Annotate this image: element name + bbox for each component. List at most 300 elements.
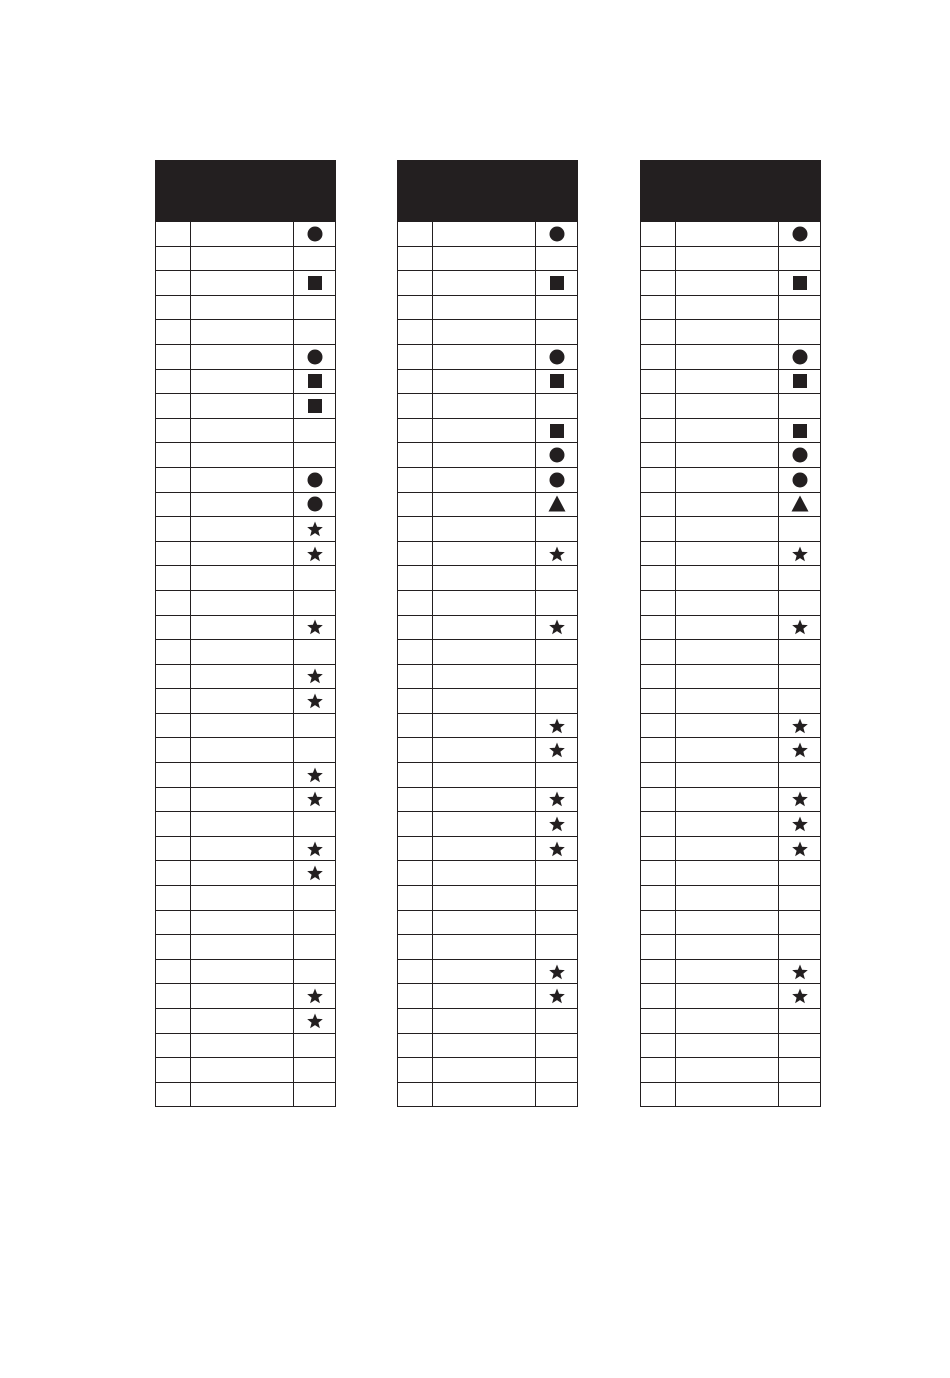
row-number-cell <box>398 664 433 689</box>
row-symbol-cell <box>536 1058 578 1083</box>
row-number-cell <box>398 541 433 566</box>
row-entry-cell <box>676 320 779 345</box>
table-row <box>641 344 821 369</box>
row-entry-cell <box>191 615 294 640</box>
star-icon <box>547 986 567 1006</box>
table-row <box>641 590 821 615</box>
row-entry-cell <box>676 713 779 738</box>
row-symbol-cell <box>536 640 578 665</box>
row-number-cell <box>398 615 433 640</box>
row-number-cell <box>156 861 191 886</box>
row-entry-cell <box>433 861 536 886</box>
table-row <box>156 320 336 345</box>
star-icon <box>305 839 325 859</box>
row-number-cell <box>398 1082 433 1107</box>
table-row <box>156 443 336 468</box>
row-entry-cell <box>676 1082 779 1107</box>
table-row <box>398 689 578 714</box>
row-entry-cell <box>676 418 779 443</box>
row-entry-cell <box>676 246 779 271</box>
table-row <box>641 664 821 689</box>
row-number-cell <box>156 1009 191 1034</box>
row-number-cell <box>156 959 191 984</box>
row-symbol-cell <box>779 861 821 886</box>
square-icon <box>790 371 810 391</box>
row-symbol-cell <box>294 836 336 861</box>
circle-icon <box>547 224 567 244</box>
row-number-cell <box>156 369 191 394</box>
row-number-cell <box>641 763 676 788</box>
table-row <box>398 1082 578 1107</box>
row-entry-cell <box>433 886 536 911</box>
row-symbol-cell <box>779 492 821 517</box>
row-entry-cell <box>191 861 294 886</box>
table-row <box>398 344 578 369</box>
row-number-cell <box>156 713 191 738</box>
row-number-cell <box>398 1058 433 1083</box>
table-row <box>156 295 336 320</box>
table-row <box>398 295 578 320</box>
row-number-cell <box>156 787 191 812</box>
row-number-cell <box>641 369 676 394</box>
table-row <box>641 492 821 517</box>
table-row <box>398 861 578 886</box>
row-entry-cell <box>191 640 294 665</box>
row-entry-cell <box>433 615 536 640</box>
row-symbol-cell <box>294 517 336 542</box>
row-entry-cell <box>191 935 294 960</box>
table-row <box>398 222 578 247</box>
row-number-cell <box>641 222 676 247</box>
row-number-cell <box>641 615 676 640</box>
row-symbol-cell <box>779 1058 821 1083</box>
table-row <box>156 1058 336 1083</box>
square-icon <box>790 421 810 441</box>
table-row <box>398 1058 578 1083</box>
star-icon <box>790 716 810 736</box>
row-symbol-cell <box>536 1009 578 1034</box>
table-header-bar <box>156 161 336 222</box>
row-symbol-cell <box>779 935 821 960</box>
row-entry-cell <box>433 222 536 247</box>
row-number-cell <box>398 394 433 419</box>
star-icon <box>790 814 810 834</box>
row-symbol-cell <box>779 369 821 394</box>
table-row <box>156 517 336 542</box>
table-row <box>156 861 336 886</box>
row-entry-cell <box>433 713 536 738</box>
row-number-cell <box>156 1033 191 1058</box>
row-entry-cell <box>676 836 779 861</box>
row-symbol-cell <box>294 984 336 1009</box>
table-row <box>398 984 578 1009</box>
row-number-cell <box>641 1033 676 1058</box>
row-number-cell <box>398 1033 433 1058</box>
row-entry-cell <box>433 369 536 394</box>
circle-icon <box>305 494 325 514</box>
square-icon <box>547 371 567 391</box>
row-number-cell <box>156 1082 191 1107</box>
circle-icon <box>305 347 325 367</box>
row-number-cell <box>156 394 191 419</box>
row-entry-cell <box>433 984 536 1009</box>
table-row <box>641 246 821 271</box>
row-number-cell <box>641 467 676 492</box>
row-entry-cell <box>433 812 536 837</box>
table-row <box>398 271 578 296</box>
star-icon <box>790 617 810 637</box>
star-icon <box>790 544 810 564</box>
row-number-cell <box>156 492 191 517</box>
table-row <box>398 467 578 492</box>
row-number-cell <box>398 517 433 542</box>
row-entry-cell <box>676 984 779 1009</box>
row-symbol-cell <box>536 369 578 394</box>
table-row <box>641 517 821 542</box>
row-entry-cell <box>191 369 294 394</box>
row-symbol-cell <box>536 886 578 911</box>
checklist-table-2 <box>397 160 578 1107</box>
row-symbol-cell <box>779 664 821 689</box>
row-symbol-cell <box>294 959 336 984</box>
table-row <box>641 394 821 419</box>
table-row <box>156 836 336 861</box>
table-row <box>398 910 578 935</box>
row-number-cell <box>398 443 433 468</box>
row-number-cell <box>641 689 676 714</box>
row-number-cell <box>398 222 433 247</box>
row-symbol-cell <box>536 566 578 591</box>
row-symbol-cell <box>536 1033 578 1058</box>
row-symbol-cell <box>294 566 336 591</box>
row-symbol-cell <box>779 738 821 763</box>
row-number-cell <box>641 590 676 615</box>
table-row <box>641 1033 821 1058</box>
table-row <box>156 369 336 394</box>
row-entry-cell <box>433 443 536 468</box>
row-number-cell <box>156 541 191 566</box>
table-row <box>156 394 336 419</box>
table-row <box>156 615 336 640</box>
row-number-cell <box>156 886 191 911</box>
row-symbol-cell <box>779 271 821 296</box>
star-icon <box>790 789 810 809</box>
row-number-cell <box>641 886 676 911</box>
table-row <box>156 886 336 911</box>
row-entry-cell <box>191 320 294 345</box>
row-number-cell <box>398 1009 433 1034</box>
row-entry-cell <box>433 492 536 517</box>
row-symbol-cell <box>779 590 821 615</box>
row-symbol-cell <box>779 394 821 419</box>
row-symbol-cell <box>294 713 336 738</box>
row-entry-cell <box>433 910 536 935</box>
row-symbol-cell <box>536 615 578 640</box>
table-row <box>641 467 821 492</box>
row-entry-cell <box>676 394 779 419</box>
row-number-cell <box>641 246 676 271</box>
row-number-cell <box>398 418 433 443</box>
row-symbol-cell <box>779 910 821 935</box>
table-row <box>156 984 336 1009</box>
table-row <box>398 787 578 812</box>
table-row <box>398 935 578 960</box>
row-symbol-cell <box>779 787 821 812</box>
row-number-cell <box>398 590 433 615</box>
row-entry-cell <box>676 886 779 911</box>
checklist-table-3 <box>640 160 821 1107</box>
table-row <box>398 418 578 443</box>
star-icon <box>790 962 810 982</box>
row-symbol-cell <box>294 467 336 492</box>
row-number-cell <box>398 271 433 296</box>
row-entry-cell <box>433 836 536 861</box>
row-number-cell <box>641 295 676 320</box>
table-row <box>156 664 336 689</box>
star-icon <box>305 691 325 711</box>
row-number-cell <box>156 467 191 492</box>
row-entry-cell <box>676 566 779 591</box>
table-row <box>398 1009 578 1034</box>
row-symbol-cell <box>294 344 336 369</box>
row-number-cell <box>156 517 191 542</box>
row-symbol-cell <box>294 640 336 665</box>
row-symbol-cell <box>536 713 578 738</box>
row-number-cell <box>641 1058 676 1083</box>
table-row <box>641 886 821 911</box>
table-row <box>156 787 336 812</box>
table-header-bar <box>641 161 821 222</box>
table-row <box>156 492 336 517</box>
row-symbol-cell <box>294 787 336 812</box>
row-symbol-cell <box>779 763 821 788</box>
star-icon <box>547 716 567 736</box>
row-number-cell <box>641 812 676 837</box>
row-entry-cell <box>191 1033 294 1058</box>
row-symbol-cell <box>294 886 336 911</box>
row-symbol-cell <box>294 1082 336 1107</box>
row-symbol-cell <box>779 541 821 566</box>
star-icon <box>305 1011 325 1031</box>
row-entry-cell <box>433 590 536 615</box>
row-number-cell <box>156 246 191 271</box>
table-row <box>398 664 578 689</box>
row-symbol-cell <box>294 861 336 886</box>
row-number-cell <box>156 344 191 369</box>
table-row <box>398 541 578 566</box>
row-number-cell <box>641 861 676 886</box>
row-entry-cell <box>676 861 779 886</box>
row-entry-cell <box>676 689 779 714</box>
row-number-cell <box>156 271 191 296</box>
row-symbol-cell <box>779 467 821 492</box>
row-entry-cell <box>676 590 779 615</box>
row-symbol-cell <box>536 517 578 542</box>
row-symbol-cell <box>536 541 578 566</box>
row-entry-cell <box>433 738 536 763</box>
row-number-cell <box>398 984 433 1009</box>
row-entry-cell <box>191 590 294 615</box>
square-icon <box>305 371 325 391</box>
row-symbol-cell <box>779 1082 821 1107</box>
table-row <box>156 763 336 788</box>
table-row <box>398 320 578 345</box>
table-row <box>398 566 578 591</box>
table-row <box>398 246 578 271</box>
table-header-row <box>641 161 821 222</box>
row-number-cell <box>641 344 676 369</box>
row-entry-cell <box>191 541 294 566</box>
square-icon <box>547 421 567 441</box>
star-icon <box>305 544 325 564</box>
row-number-cell <box>641 787 676 812</box>
row-symbol-cell <box>294 418 336 443</box>
table-row <box>398 492 578 517</box>
row-number-cell <box>641 910 676 935</box>
row-symbol-cell <box>294 443 336 468</box>
table-row <box>641 910 821 935</box>
row-number-cell <box>398 344 433 369</box>
row-entry-cell <box>433 320 536 345</box>
row-number-cell <box>156 812 191 837</box>
row-symbol-cell <box>779 812 821 837</box>
star-icon <box>547 740 567 760</box>
row-number-cell <box>641 394 676 419</box>
row-symbol-cell <box>294 320 336 345</box>
row-symbol-cell <box>779 1009 821 1034</box>
circle-icon <box>790 470 810 490</box>
row-entry-cell <box>676 1033 779 1058</box>
row-symbol-cell <box>536 836 578 861</box>
table-row <box>398 1033 578 1058</box>
row-symbol-cell <box>294 369 336 394</box>
row-symbol-cell <box>779 566 821 591</box>
triangle-icon <box>547 494 567 514</box>
table-row <box>156 246 336 271</box>
table-row <box>641 812 821 837</box>
row-symbol-cell <box>536 984 578 1009</box>
table-row <box>641 369 821 394</box>
row-entry-cell <box>676 492 779 517</box>
row-number-cell <box>398 689 433 714</box>
row-entry-cell <box>433 1033 536 1058</box>
row-symbol-cell <box>536 443 578 468</box>
row-symbol-cell <box>294 763 336 788</box>
row-entry-cell <box>433 1009 536 1034</box>
row-symbol-cell <box>294 222 336 247</box>
row-symbol-cell <box>779 615 821 640</box>
row-entry-cell <box>676 787 779 812</box>
table-row <box>156 541 336 566</box>
row-entry-cell <box>433 1058 536 1083</box>
row-number-cell <box>398 763 433 788</box>
table-row <box>641 861 821 886</box>
row-entry-cell <box>191 738 294 763</box>
row-symbol-cell <box>536 344 578 369</box>
table-row <box>156 590 336 615</box>
table-row <box>641 1009 821 1034</box>
row-number-cell <box>641 984 676 1009</box>
row-number-cell <box>398 738 433 763</box>
table-row <box>641 640 821 665</box>
row-entry-cell <box>676 910 779 935</box>
row-number-cell <box>641 517 676 542</box>
row-number-cell <box>156 910 191 935</box>
row-symbol-cell <box>294 935 336 960</box>
row-number-cell <box>156 836 191 861</box>
row-entry-cell <box>433 787 536 812</box>
row-number-cell <box>641 541 676 566</box>
row-symbol-cell <box>536 935 578 960</box>
row-entry-cell <box>433 640 536 665</box>
star-icon <box>305 863 325 883</box>
row-entry-cell <box>676 344 779 369</box>
table-row <box>156 271 336 296</box>
row-number-cell <box>641 566 676 591</box>
row-symbol-cell <box>536 492 578 517</box>
table-row <box>641 763 821 788</box>
star-icon <box>305 765 325 785</box>
row-number-cell <box>398 935 433 960</box>
table-row <box>641 418 821 443</box>
table-header-bar <box>398 161 578 222</box>
row-symbol-cell <box>779 295 821 320</box>
star-icon <box>547 814 567 834</box>
table-row <box>641 935 821 960</box>
row-symbol-cell <box>294 812 336 837</box>
row-symbol-cell <box>536 910 578 935</box>
row-symbol-cell <box>536 320 578 345</box>
row-number-cell <box>398 566 433 591</box>
row-symbol-cell <box>294 664 336 689</box>
row-entry-cell <box>191 886 294 911</box>
row-symbol-cell <box>294 271 336 296</box>
table-row <box>398 369 578 394</box>
table-row <box>156 812 336 837</box>
row-symbol-cell <box>536 738 578 763</box>
table-row <box>641 615 821 640</box>
square-icon <box>305 273 325 293</box>
row-entry-cell <box>433 689 536 714</box>
table-row <box>156 222 336 247</box>
row-number-cell <box>398 959 433 984</box>
star-icon <box>790 740 810 760</box>
row-symbol-cell <box>779 320 821 345</box>
row-entry-cell <box>433 664 536 689</box>
table-row <box>156 738 336 763</box>
row-symbol-cell <box>536 418 578 443</box>
row-entry-cell <box>433 541 536 566</box>
row-entry-cell <box>433 418 536 443</box>
row-number-cell <box>156 664 191 689</box>
table-row <box>641 566 821 591</box>
row-symbol-cell <box>779 836 821 861</box>
row-entry-cell <box>191 787 294 812</box>
table-header-row <box>398 161 578 222</box>
row-number-cell <box>398 861 433 886</box>
row-symbol-cell <box>536 467 578 492</box>
table-row <box>398 615 578 640</box>
table-row <box>641 1058 821 1083</box>
row-number-cell <box>156 320 191 345</box>
row-entry-cell <box>191 517 294 542</box>
row-entry-cell <box>191 246 294 271</box>
row-number-cell <box>641 1009 676 1034</box>
row-entry-cell <box>676 959 779 984</box>
row-symbol-cell <box>536 271 578 296</box>
row-entry-cell <box>191 1009 294 1034</box>
row-symbol-cell <box>294 1009 336 1034</box>
